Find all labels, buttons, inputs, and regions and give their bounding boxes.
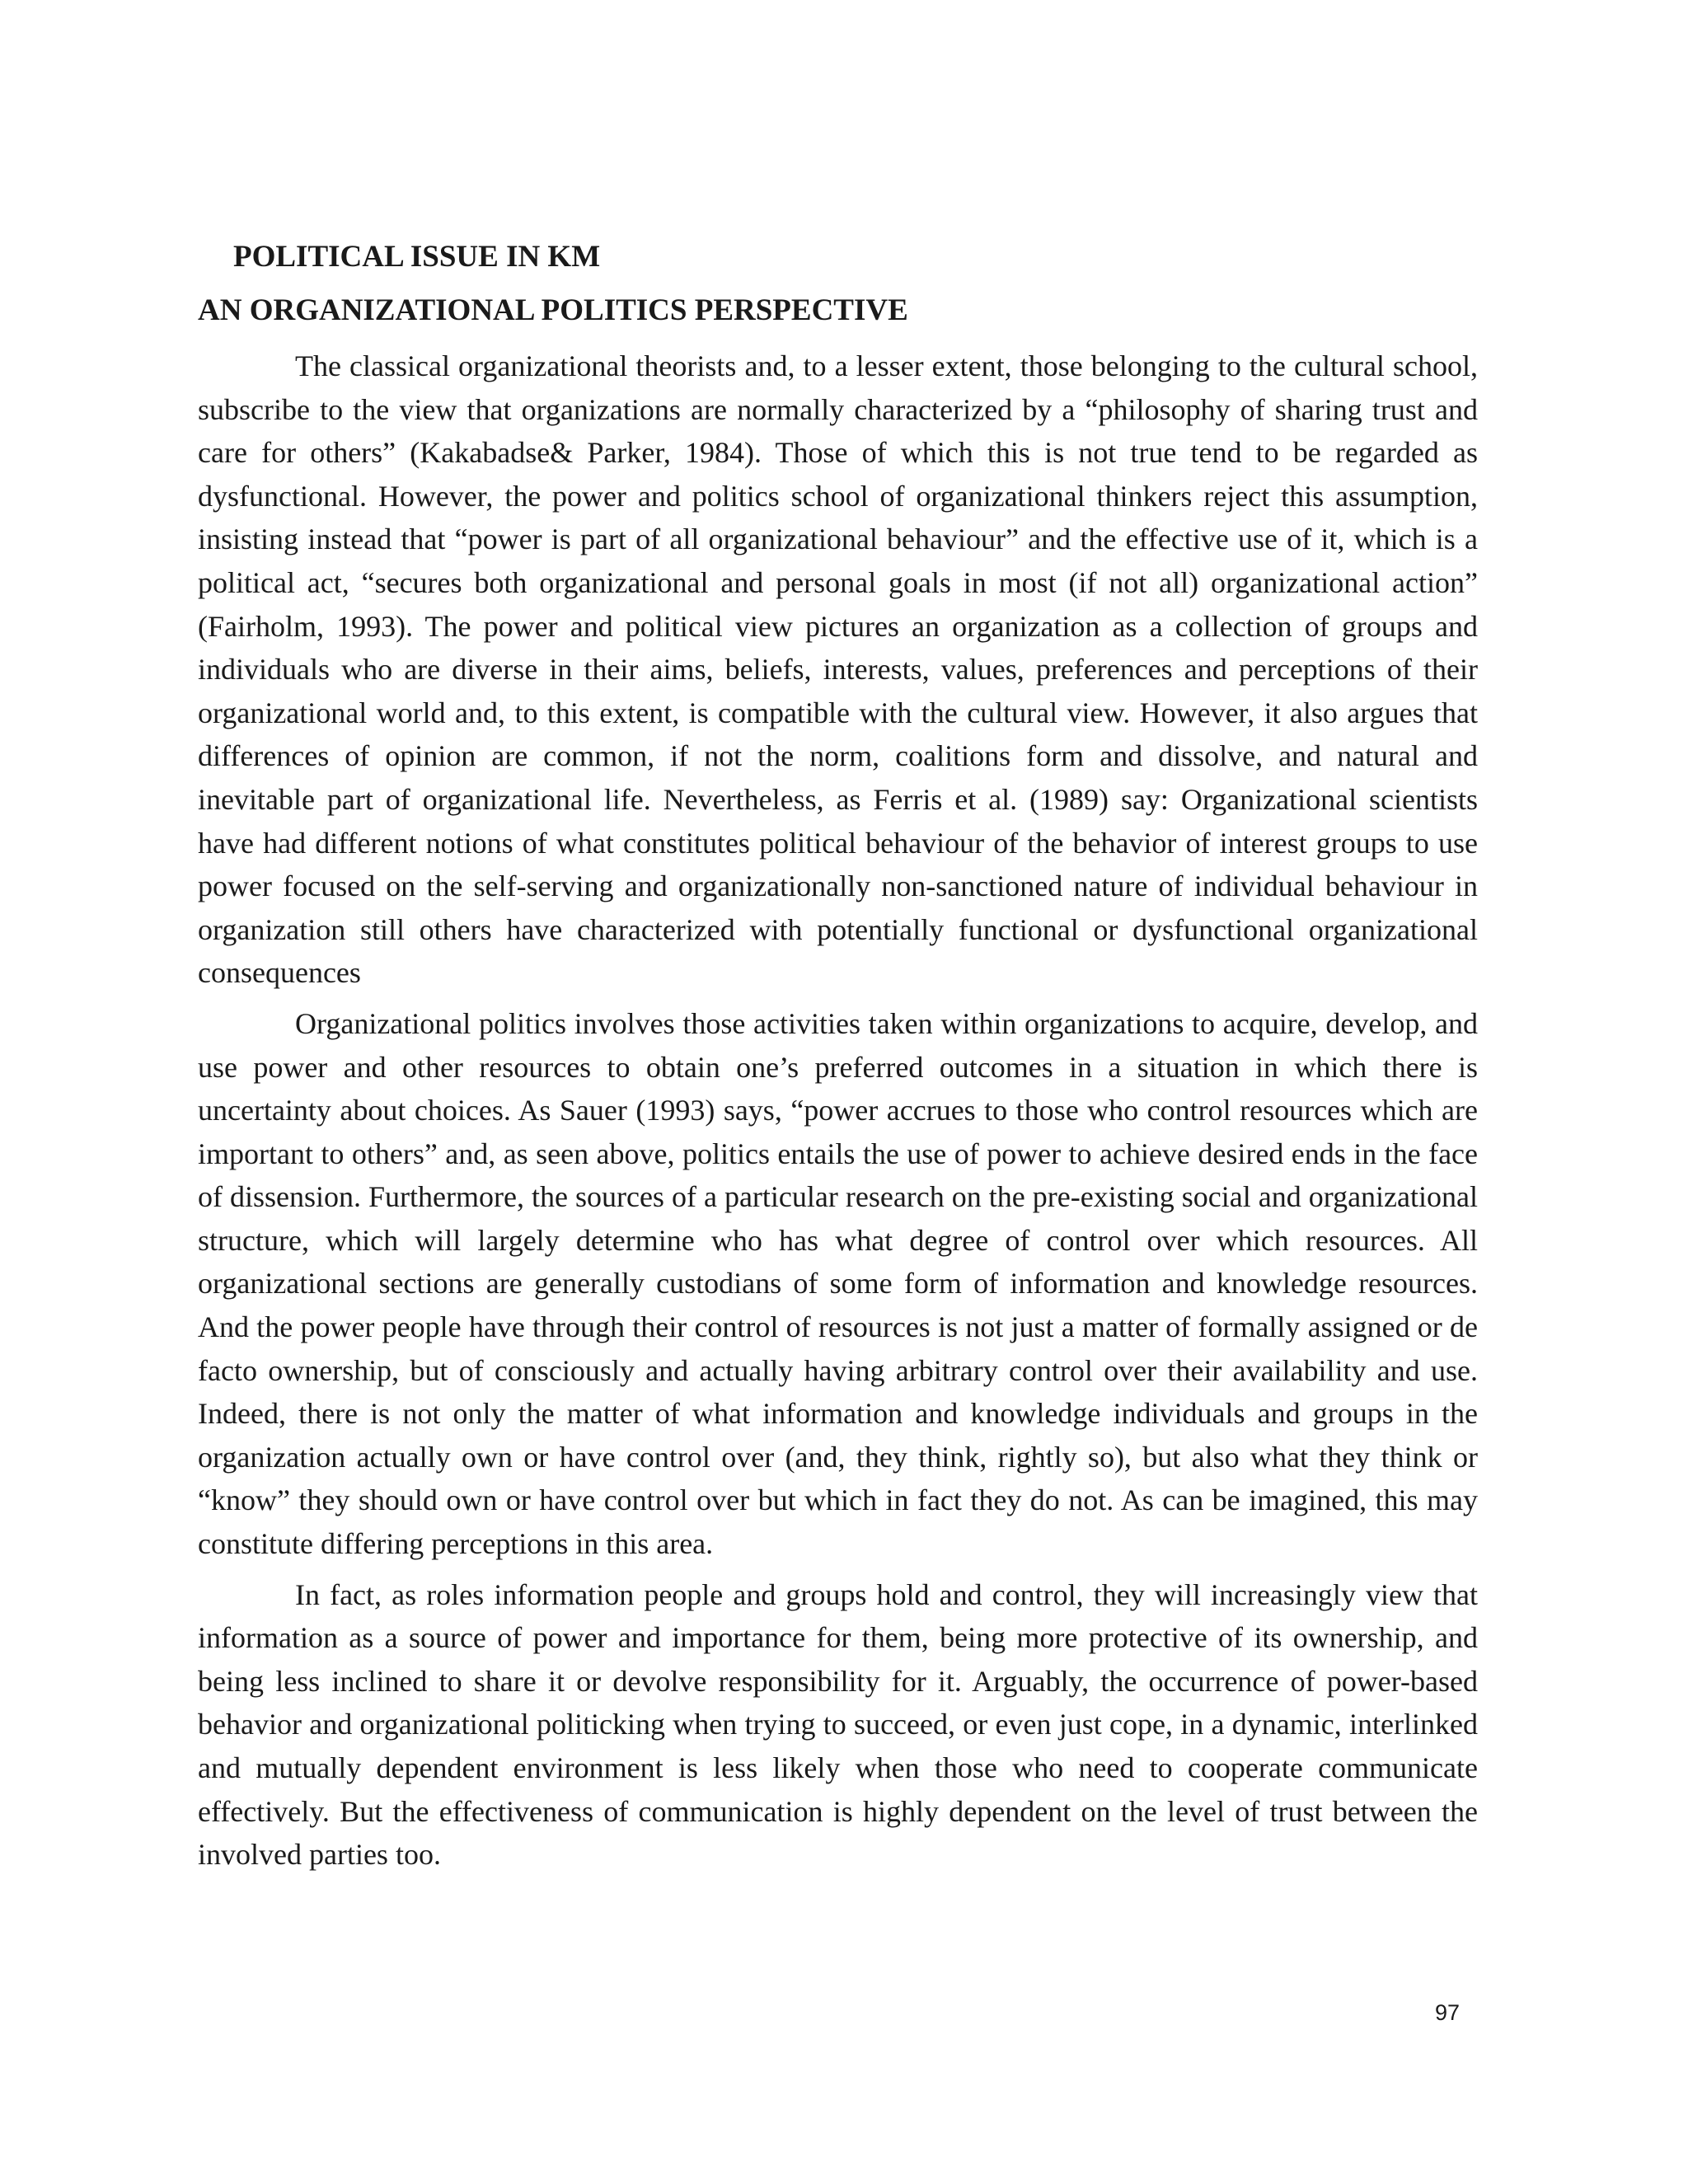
paragraph-2: Organizational politics involves those activities taken within organizations to acquire, develop, and use power and other resources to obtain one’s preferred outcomes in a situation in which there is uncertainty about choices. As Sauer (1993) says, “power accrues to those who control resources which are important to others” and, as seen above, politics entails the use of power to achieve desired ends in the face of dissension. Furthermore, the sources of a particular research on the pre-existing social and organizational structure, which will largely determine who has what degree of control over which resources. All organizational sections are generally custodians of some form of information and knowledge resources. And the power people have through their control of resources is not just a matter of formally assigned or de facto ownership, but of consciously and actually having arbitrary control over their availability and use. Indeed, there is not only the matter of what information and knowledge individuals and groups in the organization actually own or have control over (and, they think, rightly so), but also what they think or “know” they should own or have control over but which in fact they do not. As can be imagined, this may constitute differing perceptions in this area.	[198, 1006, 1478, 1561]
section-subtitle: AN ORGANIZATIONAL POLITICS PERSPECTIVE	[198, 293, 908, 327]
section-title: POLITICAL ISSUE IN KM	[233, 240, 601, 274]
body-text	[198, 344, 1478, 1884]
page-number: 97	[1435, 2000, 1461, 2025]
paragraph-1: The classical organizational theorists and, to a lesser extent, those belonging to the cultural school, subscribe to the view that organizations are normally characterized by a “philosophy of sharing trust and care for others” (Kakabadse& Parker, 1984). Those of which this is not true tend to be regarded as dysfunctional. However, the power and politics school of organizational thinkers reject this assumption, insisting instead that “power is part of all organizational behaviour” and the effective use of it, which is a political act, “secures both organizational and personal goals in most (if not all) organizational action” (Fairholm, 1993). The power and political view pictures an organization as a collection of groups and individuals who are diverse in their aims, beliefs, interests, values, preferences and perceptions of their organizational world and, to this extent, is compatible with the cultural view. However, it also argues that differences of opinion are common, if not the norm, coalitions form and dissolve, and natural and inevitable part of organizational life. Nevertheless, as Ferris et al. (1989) say: Organizational scientists have had different notions of what constitutes political behaviour of the behavior of interest groups to use power focused on the self-serving and organizationally non-sanctioned nature of individual behaviour in organization still others have characterized with potentially functional or dysfunctional organizational consequences	[198, 349, 1478, 990]
paragraph-3: In fact, as roles information people and groups hold and control, they will increasingly view that information as a source of power and importance for them, being more protective of its ownership, and being less inclined to share it or devolve responsibility for it. Arguably, the occurrence of power-based behavior and organizational politicking when trying to succeed, or even just cope, in a dynamic, interlinked and mutually dependent environment is less likely when those who need to cooperate communicate effectively. But the effectiveness of communication is highly dependent on the level of trust between the involved parties too.	[198, 1577, 1478, 1872]
